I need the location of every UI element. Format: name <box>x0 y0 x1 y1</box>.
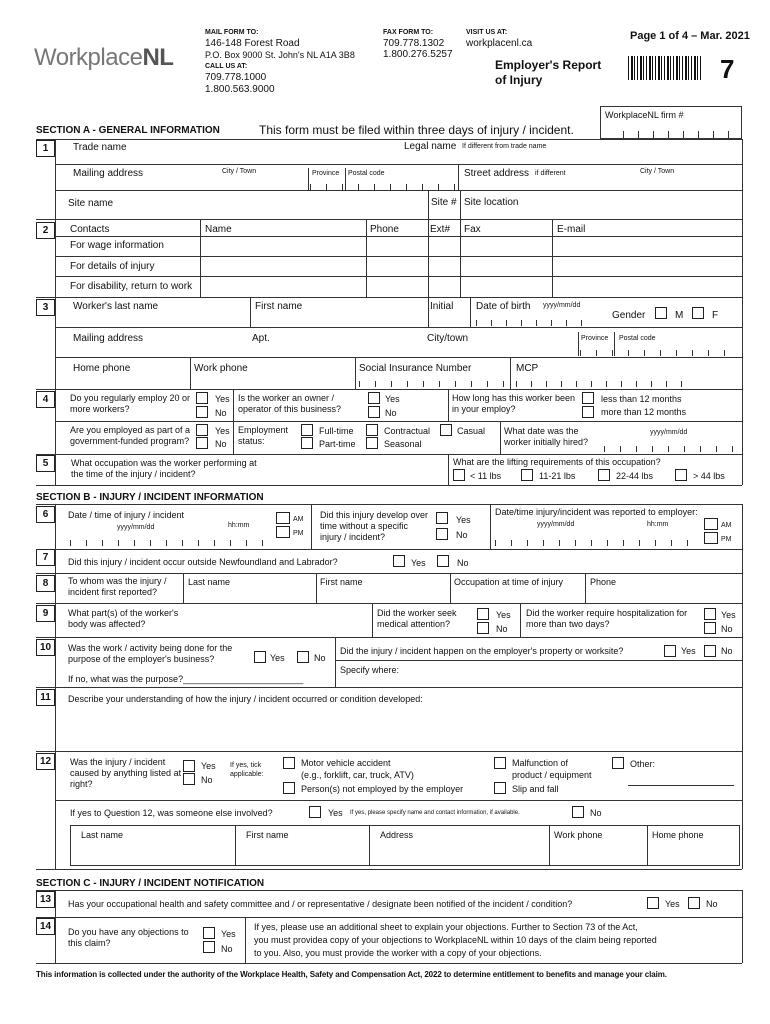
q6-datetime-label: Date / time of injury / incident <box>68 510 185 520</box>
visit-label: VISIT US AT: <box>466 29 508 36</box>
involved-home-phone-label: Home phone <box>652 830 704 840</box>
q12-no-label: No <box>201 775 213 785</box>
q8-first-name-label: First name <box>320 577 363 587</box>
postal-code-label: Postal code <box>348 170 385 177</box>
call-line2: 1.800.563.9000 <box>205 84 275 95</box>
q6-am-label: AM <box>293 516 304 523</box>
street-address-label: Street address <box>464 168 530 179</box>
q7-number: 7 <box>36 549 55 566</box>
lift-4-label: > 44 lbs <box>693 471 725 481</box>
barcode <box>628 56 703 80</box>
q9-medical-yes-label: Yes <box>496 610 511 620</box>
owner-yes-checkbox[interactable] <box>368 392 380 404</box>
hired-format: yyyy/mm/dd <box>650 429 688 436</box>
q7-no-checkbox[interactable] <box>437 555 449 567</box>
q11-number: 11 <box>36 689 55 706</box>
q14-info-line3: to you. Also, you must provide the worker with a copy of your objections. <box>254 948 542 958</box>
slip-fall-label: Slip and fall <box>512 784 559 794</box>
slip-fall-checkbox[interactable] <box>494 782 506 794</box>
q8-last-name-label: Last name <box>188 577 231 587</box>
q11-description-input[interactable] <box>60 707 738 749</box>
q11-text: Describe your understanding of how the injury / incident occurred or condition developed: <box>68 694 423 704</box>
contractual-checkbox[interactable] <box>366 424 378 436</box>
q12-yes-label: Yes <box>201 761 216 771</box>
q9-hospital-no-checkbox[interactable] <box>704 622 716 634</box>
q12-involved-text: If yes to Question 12, was someone else involved? <box>70 808 273 818</box>
q14-info-line2: you must providea copy of your objections to WorkplaceNL within 10 days of the claim being reported <box>254 935 657 945</box>
hired-ticks <box>604 446 734 452</box>
disability-label: For disability, return to work <box>70 281 193 292</box>
site-num-label: Site # <box>431 197 457 208</box>
q6-develop-no-label: No <box>456 530 468 540</box>
footer-text: This information is collected under the authority of the Workplace Health, Safety and Compensation Act, 2022 to determine entitlement to benefits and manage your claim. <box>36 970 667 979</box>
worker-first-name-label: First name <box>255 301 303 312</box>
sin-ticks <box>359 381 509 387</box>
worker-postal-label: Postal code <box>619 335 656 342</box>
home-phone-label: Home phone <box>73 363 131 374</box>
q10-property-yes-label: Yes <box>681 646 696 656</box>
q6-reported-ticks <box>495 540 695 546</box>
logo-text-a: Workplace <box>34 44 143 71</box>
q12-involved-yes-checkbox[interactable] <box>309 806 321 818</box>
worker-city-label: City/town <box>427 333 469 344</box>
section-b-title: SECTION B - INJURY / INCIDENT INFORMATION <box>36 492 264 503</box>
q14-no-label: No <box>221 944 233 954</box>
q10-text: Was the work / activity being done for the purpose of the employer's business? <box>68 643 233 664</box>
q14-yes-label: Yes <box>221 929 236 939</box>
regularly-employ-text: Do you regularly employ 20 or more workers? <box>70 393 191 414</box>
q9-medical-no-checkbox[interactable] <box>477 622 489 634</box>
q14-no-checkbox[interactable] <box>203 941 215 953</box>
q4-number: 4 <box>36 391 55 408</box>
q12-if-yes-text: If yes, tick applicable: <box>230 762 264 778</box>
q8-text: To whom was the injury / incident first reported? <box>68 576 167 597</box>
q6-ymd: yyyy/mm/dd <box>117 524 155 531</box>
fulltime-checkbox[interactable] <box>301 424 313 436</box>
q6-number: 6 <box>36 506 55 523</box>
gov-yes-checkbox[interactable] <box>196 424 208 436</box>
malfunction-label-2: product / equipment <box>512 770 592 780</box>
city-town-2-label: City / Town <box>640 168 675 175</box>
q10-property-yes-checkbox[interactable] <box>664 645 676 657</box>
malfunction-label: Malfunction of <box>512 758 569 768</box>
q13-text: Has your occupational health and safety committee and / or representative / designate been notified of the incident / condition? <box>68 899 573 909</box>
section-a-title: SECTION A - GENERAL INFORMATION <box>36 125 220 136</box>
q6-develop-yes-label: Yes <box>456 515 471 525</box>
injury-details-label: For details of injury <box>70 261 155 272</box>
involved-person-table <box>70 825 740 866</box>
worker-mailing-label: Mailing address <box>73 333 144 344</box>
involved-address-label: Address <box>380 830 414 840</box>
section-a-notice: This form must be filed within three days of injury / incident. <box>259 123 574 137</box>
q9-text: What part(s) of the worker's body was affected? <box>68 608 179 629</box>
person-not-employed-checkbox[interactable] <box>283 782 295 794</box>
call-label: CALL US AT: <box>205 63 248 70</box>
contacts-label: Contacts <box>70 224 110 235</box>
firm-number-box[interactable] <box>600 106 742 139</box>
q12-involved-note: If yes, please specify name and contact information, if available. <box>350 810 520 816</box>
other-label: Other: <box>630 759 656 769</box>
q10-property-text: Did the injury / incident happen on the employer's property or worksite? <box>340 646 624 656</box>
q6-am2-checkbox[interactable] <box>704 518 718 530</box>
casual-label: Casual <box>457 426 486 436</box>
lift-2-label: 11-21 lbs <box>539 471 576 481</box>
q13-yes-checkbox[interactable] <box>647 897 659 909</box>
q14-text: Do you have any objections to this claim? <box>68 927 189 948</box>
q9-hospital-text: Did the worker require hospitalization for more than two days? <box>526 608 688 629</box>
q13-no-label: No <box>706 899 718 909</box>
seasonal-checkbox[interactable] <box>366 437 378 449</box>
q10-if-no-text: If no, what was the purpose?________________________ <box>68 674 304 684</box>
city-town-label: City / Town <box>222 168 257 175</box>
dob-label: Date of birth <box>476 301 531 312</box>
less-12-label: less than 12 months <box>601 394 682 404</box>
regularly-no-label: No <box>215 408 227 418</box>
malfunction-checkbox[interactable] <box>494 757 506 769</box>
q13-number: 13 <box>36 891 55 908</box>
fulltime-label: Full-time <box>319 426 354 436</box>
firm-label: WorkplaceNL firm # <box>605 110 684 120</box>
q14-number: 14 <box>36 918 55 935</box>
contractual-label: Contractual <box>384 426 431 436</box>
gender-m-label: M <box>675 310 684 321</box>
q10-no-checkbox[interactable] <box>297 651 309 663</box>
owner-yes-label: Yes <box>385 394 400 404</box>
worker-apt-label: Apt. <box>252 333 270 344</box>
q10-yes-label: Yes <box>270 653 285 663</box>
page-info: Page 1 of 4 – Mar. 2021 <box>630 30 750 42</box>
fax-line1: 709.778.1302 <box>383 38 445 49</box>
seasonal-label: Seasonal <box>384 439 422 449</box>
q13-no-checkbox[interactable] <box>688 897 700 909</box>
q7-no-label: No <box>457 558 469 568</box>
lift-3-label: 22-44 lbs <box>616 471 654 481</box>
less-12-checkbox[interactable] <box>582 392 594 404</box>
q6-pm2-checkbox[interactable] <box>704 532 718 544</box>
visit-line1: workplacenl.ca <box>466 38 533 49</box>
q14-yes-checkbox[interactable] <box>203 927 215 939</box>
q10-property-no-label: No <box>721 646 733 656</box>
q6-ymd2: yyyy/mm/dd <box>537 521 575 528</box>
worker-province-label: Province <box>581 335 609 342</box>
worker-last-name-label: Worker's last name <box>73 301 159 312</box>
owner-no-label: No <box>385 408 397 418</box>
person-not-employed-label: Person(s) not employed by the employer <box>301 784 464 794</box>
q10-number: 10 <box>36 639 55 656</box>
how-long-text: How long has this worker been in your employ? <box>452 393 576 414</box>
mcp-ticks <box>516 381 696 387</box>
other-checkbox[interactable] <box>612 757 624 769</box>
regularly-yes-label: Yes <box>215 394 230 404</box>
form-number: 7 <box>720 54 735 84</box>
form-title-2: of Injury <box>495 73 543 87</box>
regularly-yes-checkbox[interactable] <box>196 392 208 404</box>
lifting-text: What are the lifting requirements of this occupation? <box>453 457 661 467</box>
form-title-1: Employer's Report <box>495 58 602 72</box>
gender-label: Gender <box>612 310 646 321</box>
work-phone-label: Work phone <box>194 363 248 374</box>
q12-involved-no-label: No <box>590 808 602 818</box>
dob-format: yyyy/mm/dd <box>543 302 581 309</box>
more-12-label: more than 12 months <box>601 407 687 417</box>
worker-initial-label: Initial <box>430 301 454 312</box>
worker-postal-ticks <box>580 350 730 356</box>
q5-number: 5 <box>36 455 55 472</box>
gov-no-label: No <box>215 439 227 449</box>
gender-f-label: F <box>712 310 719 321</box>
q9-medical-yes-checkbox[interactable] <box>477 608 489 620</box>
gender-m-checkbox[interactable] <box>655 307 667 319</box>
lift-4-checkbox[interactable] <box>675 469 687 481</box>
q6-pm-checkbox[interactable] <box>276 526 290 538</box>
parttime-label: Part-time <box>319 439 356 449</box>
contact-phone-label: Phone <box>370 224 399 235</box>
q12-text: Was the injury / incident caused by anything listed at right? <box>70 757 182 789</box>
q10-property-no-checkbox[interactable] <box>704 645 716 657</box>
q12-yes-checkbox[interactable] <box>183 760 195 772</box>
q12-number: 12 <box>36 753 55 770</box>
mail-line2: P.O. Box 9000 St. John's NL A1A 3B8 <box>205 50 355 60</box>
q10-no-label: No <box>314 653 326 663</box>
trade-name-label: Trade name <box>73 142 127 153</box>
q13-yes-label: Yes <box>665 899 680 909</box>
contact-ext-label: Ext# <box>430 224 451 235</box>
q7-yes-checkbox[interactable] <box>393 555 405 567</box>
wage-info-label: For wage information <box>70 240 164 251</box>
fax-line2: 1.800.276.5257 <box>383 49 453 60</box>
hired-text: What date was the worker initially hired? <box>504 426 589 447</box>
q9-number: 9 <box>36 605 55 622</box>
motor-vehicle-example: (e.g., forklift, car, truck, ATV) <box>301 770 414 780</box>
involved-first-name-label: First name <box>246 830 289 840</box>
q8-phone-label: Phone <box>590 577 617 587</box>
contact-fax-label: Fax <box>464 224 481 235</box>
logo <box>34 44 173 72</box>
more-12-checkbox[interactable] <box>582 406 594 418</box>
gov-yes-label: Yes <box>215 426 230 436</box>
owner-no-checkbox[interactable] <box>368 406 380 418</box>
firm-ticks <box>623 131 741 138</box>
mail-line1: 146-148 Forest Road <box>205 38 300 49</box>
q8-occupation-label: Occupation at time of injury <box>454 577 564 587</box>
q3-number: 3 <box>36 299 55 316</box>
gender-f-checkbox[interactable] <box>692 307 704 319</box>
street-note: if different <box>535 170 566 177</box>
q12-involved-yes-label: Yes <box>328 808 343 818</box>
q9-hospital-yes-checkbox[interactable] <box>704 608 716 620</box>
section-c-title: SECTION C - INJURY / INCIDENT NOTIFICATION <box>36 878 265 889</box>
involved-last-name-label: Last name <box>81 830 124 840</box>
contact-email-label: E-mail <box>557 224 586 235</box>
owner-text: Is the worker an owner / operator of this business? <box>238 393 342 414</box>
mailing-address-label: Mailing address <box>73 168 144 179</box>
q14-info-line1: If yes, please use an additional sheet to explain your objections. Further to Section 73 of the Act, <box>254 922 638 932</box>
q12-involved-no-checkbox[interactable] <box>572 806 584 818</box>
q6-am-checkbox[interactable] <box>276 512 290 524</box>
lift-1-label: < 11 lbs <box>470 471 502 481</box>
q10-yes-checkbox[interactable] <box>254 651 266 663</box>
casual-checkbox[interactable] <box>440 424 452 436</box>
dob-ticks <box>476 320 596 326</box>
gov-no-checkbox[interactable] <box>196 437 208 449</box>
q6-develop-yes-checkbox[interactable] <box>436 512 448 524</box>
fax-label: FAX FORM TO: <box>383 29 434 36</box>
site-name-label: Site name <box>68 198 114 209</box>
q9-hospital-yes-label: Yes <box>721 610 736 620</box>
q6-am2-label: AM <box>721 522 732 529</box>
q7-text: Did this injury / incident occur outside Newfoundland and Labrador? <box>68 557 338 567</box>
q6-pm-label: PM <box>293 530 304 537</box>
q1-number: 1 <box>36 140 55 157</box>
site-location-label: Site location <box>464 197 519 208</box>
logo-text-b: NL <box>142 44 174 71</box>
q2-number: 2 <box>36 222 55 239</box>
q6-reported-text: Date/time injury/incident was reported to employer: <box>495 507 698 517</box>
legal-name-note: If different from trade name <box>462 143 547 150</box>
mcp-label: MCP <box>516 363 539 374</box>
q6-date-ticks <box>70 540 270 546</box>
sin-label: Social Insurance Number <box>359 363 472 374</box>
legal-name-label: Legal name <box>404 141 457 152</box>
q8-number: 8 <box>36 575 55 592</box>
q6-develop-no-checkbox[interactable] <box>436 528 448 540</box>
q10-specify-label: Specify where: <box>340 665 400 675</box>
q12-no-checkbox[interactable] <box>183 773 195 785</box>
q6-hhmm2: hh:mm <box>647 521 669 528</box>
q6-develop-text: Did this injury develop over time without a specific injury / incident? <box>320 510 429 542</box>
involved-work-phone-label: Work phone <box>554 830 603 840</box>
occupation-text: What occupation was the worker performing at the time of the injury / incident? <box>71 458 257 479</box>
parttime-checkbox[interactable] <box>301 437 313 449</box>
call-line1: 709.778.1000 <box>205 72 267 83</box>
q7-yes-label: Yes <box>411 558 426 568</box>
legal-name-input[interactable] <box>462 152 737 164</box>
lift-3-checkbox[interactable] <box>598 469 610 481</box>
q9-medical-text: Did the worker seek medical attention? <box>377 608 457 629</box>
lift-1-checkbox[interactable] <box>453 469 465 481</box>
lift-2-checkbox[interactable] <box>521 469 533 481</box>
motor-vehicle-label: Motor vehicle accident <box>301 758 391 768</box>
q9-hospital-no-label: No <box>721 624 733 634</box>
mail-label: MAIL FORM TO: <box>205 29 259 36</box>
emp-status-text: Employment status: <box>238 425 289 446</box>
q9-medical-no-label: No <box>496 624 508 634</box>
regularly-no-checkbox[interactable] <box>196 406 208 418</box>
q6-hhmm: hh:mm <box>228 522 250 529</box>
contact-name-label: Name <box>205 224 232 235</box>
trade-name-input[interactable] <box>140 148 390 162</box>
q6-pm2-label: PM <box>721 536 732 543</box>
motor-vehicle-checkbox[interactable] <box>283 757 295 769</box>
province-label: Province <box>312 170 340 177</box>
gov-program-text: Are you employed as part of a government-funded program? <box>70 425 191 446</box>
